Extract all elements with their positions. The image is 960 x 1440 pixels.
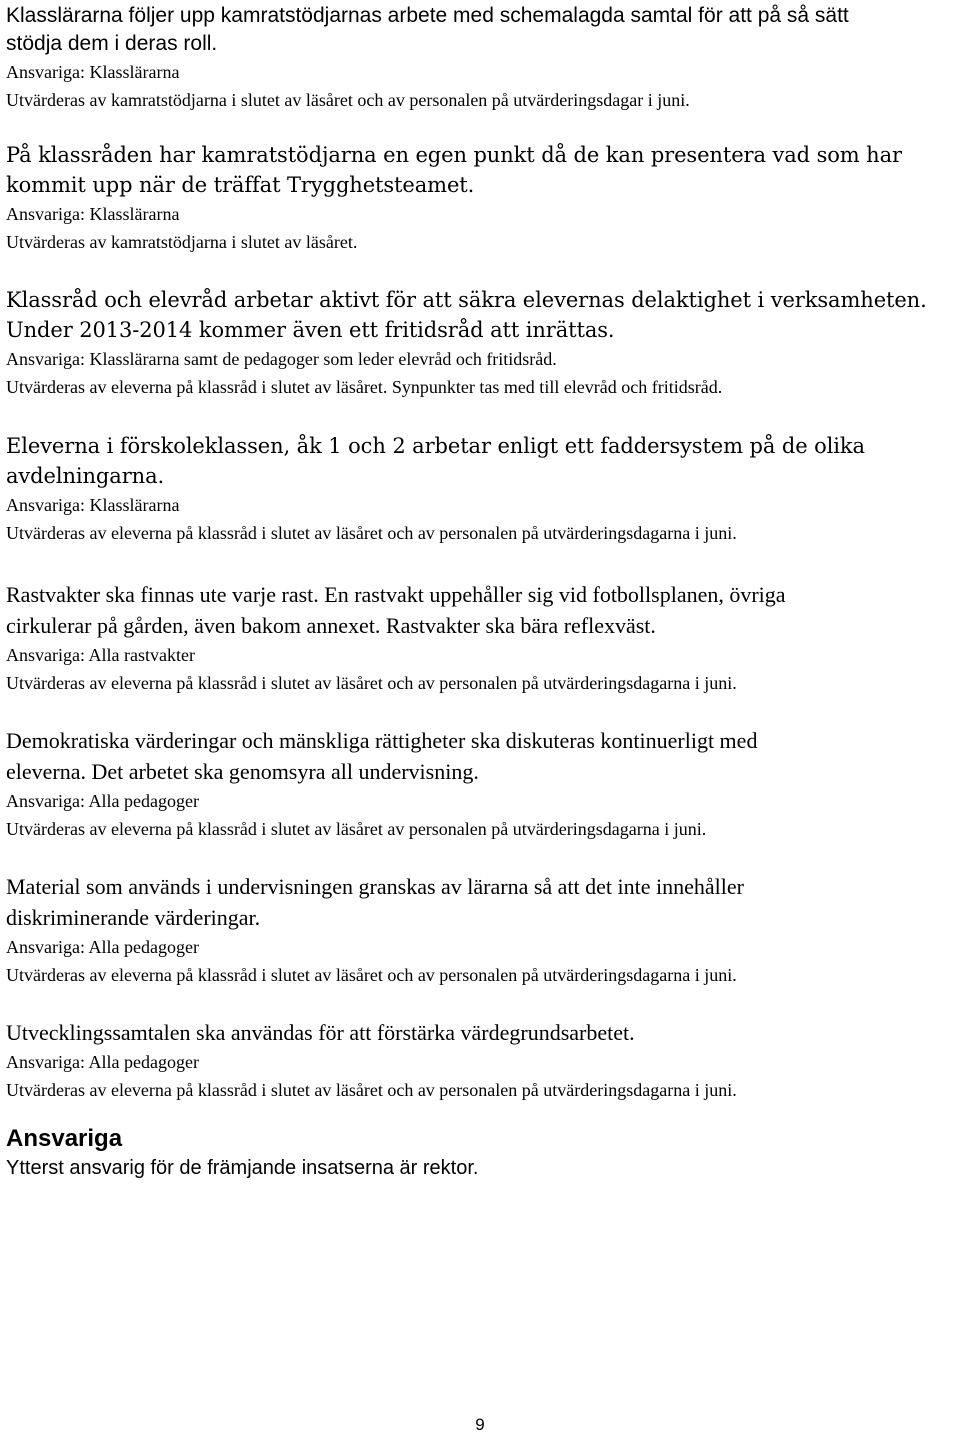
measure-block [6, 1017, 737, 1104]
measure-text [6, 285, 927, 345]
section-text: Ytterst ansvarig för de främjande insatserna är rektor. [6, 1157, 479, 1179]
measure-text [6, 140, 902, 200]
measure-text-line: Demokratiska värderingar och mänskliga rättigheter ska diskuteras kontinuerligt med [6, 728, 758, 753]
section-heading: Ansvariga [6, 1125, 123, 1152]
evaluation-line: Utvärderas av eleverna på klassråd i slutet av läsåret. Synpunkter tas med till elevråd och fritidsråd. [6, 377, 723, 397]
evaluation-line: Utvärderas av eleverna på klassråd i slutet av läsåret och av personalen på utvärderingsdagarna i juni. [6, 523, 737, 543]
evaluation-line: Utvärderas av kamratstödjarna i slutet av läsåret. [6, 232, 358, 252]
responsible-line: Ansvariga: Alla pedagoger [6, 1052, 199, 1072]
page-number: 9 [475, 1415, 485, 1434]
evaluation-line: Utvärderas av eleverna på klassråd i slutet av läsåret och av personalen på utvärderingsdagarna i juni. [6, 965, 737, 985]
measure-text-line: eleverna. Det arbetet ska genomsyra all undervisning. [6, 759, 479, 784]
measure-text-line: Rastvakter ska finnas ute varje rast. En rastvakt uppehåller sig vid fotbollsplanen, övriga [6, 582, 786, 607]
measure-text-line: kommit upp när de träffat Trygghetsteamet. [6, 173, 475, 197]
measure-text [6, 725, 757, 787]
measure-text [6, 2, 849, 58]
measure-text-line: Utvecklingssamtalen ska användas för att förstärka värdegrundsarbetet. [6, 1020, 635, 1045]
evaluation-line: Utvärderas av eleverna på klassråd i slutet av läsåret av personalen på utvärderingsdagarna i juni. [6, 819, 707, 839]
responsible-line: Ansvariga: Alla pedagoger [6, 937, 199, 957]
evaluation-line: Utvärderas av eleverna på klassråd i slutet av läsåret och av personalen på utvärderingsdagarna i juni. [6, 1080, 737, 1100]
measure-text-line: diskriminerande värderingar. [6, 905, 261, 930]
measure-text [6, 431, 865, 491]
measure-text [6, 871, 744, 933]
responsible-line: Ansvariga: Alla rastvakter [6, 645, 195, 665]
responsible-line: Ansvariga: Klasslärarna [6, 495, 180, 515]
measure-block [6, 579, 786, 697]
measure-text-line: Eleverna i förskoleklassen, åk 1 och 2 arbetar enligt ett faddersystem på de olika [6, 434, 865, 458]
measure-text [6, 1017, 737, 1048]
measure-block [6, 871, 744, 989]
responsible-line: Ansvariga: Alla pedagoger [6, 791, 199, 811]
measure-text-line: cirkulerar på gården, även bakom annexet. Rastvakter ska bära reflexväst. [6, 613, 656, 638]
measure-text-line: Under 2013-2014 kommer även ett fritidsråd att inrättas. [6, 318, 615, 342]
evaluation-line: Utvärderas av kamratstödjarna i slutet av läsåret och av personalen på utvärderingsdagar i juni. [6, 90, 690, 110]
measure-text [6, 579, 786, 641]
measure-text-line: Klasslärarna följer upp kamratstödjarnas arbete med schemalagda samtal för att på så sätt [6, 4, 849, 27]
measure-text-line: Material som används i undervisningen granskas av lärarna så att det inte innehåller [6, 874, 744, 899]
responsible-line: Ansvariga: Klasslärarna [6, 204, 180, 224]
measure-text-line: stödja dem i deras roll. [6, 32, 218, 55]
measure-block [6, 725, 757, 843]
responsibility-section [6, 1124, 478, 1182]
evaluation-line: Utvärderas av eleverna på klassråd i slutet av läsåret och av personalen på utvärderingsdagarna i juni. [6, 673, 737, 693]
responsible-line: Ansvariga: Klasslärarna samt de pedagoger som leder elevråd och fritidsråd. [6, 349, 557, 369]
measure-text-line: På klassråden har kamratstödjarna en egen punkt då de kan presentera vad som har [6, 143, 902, 167]
measure-block [6, 285, 927, 401]
measure-block [6, 2, 849, 114]
measure-text-line: avdelningarna. [6, 464, 165, 488]
measure-text-line: Klassråd och elevråd arbetar aktivt för att säkra elevernas delaktighet i verksamheten. [6, 288, 927, 312]
measure-block [6, 431, 865, 547]
responsible-line: Ansvariga: Klasslärarna [6, 62, 180, 82]
measure-block [6, 140, 902, 256]
